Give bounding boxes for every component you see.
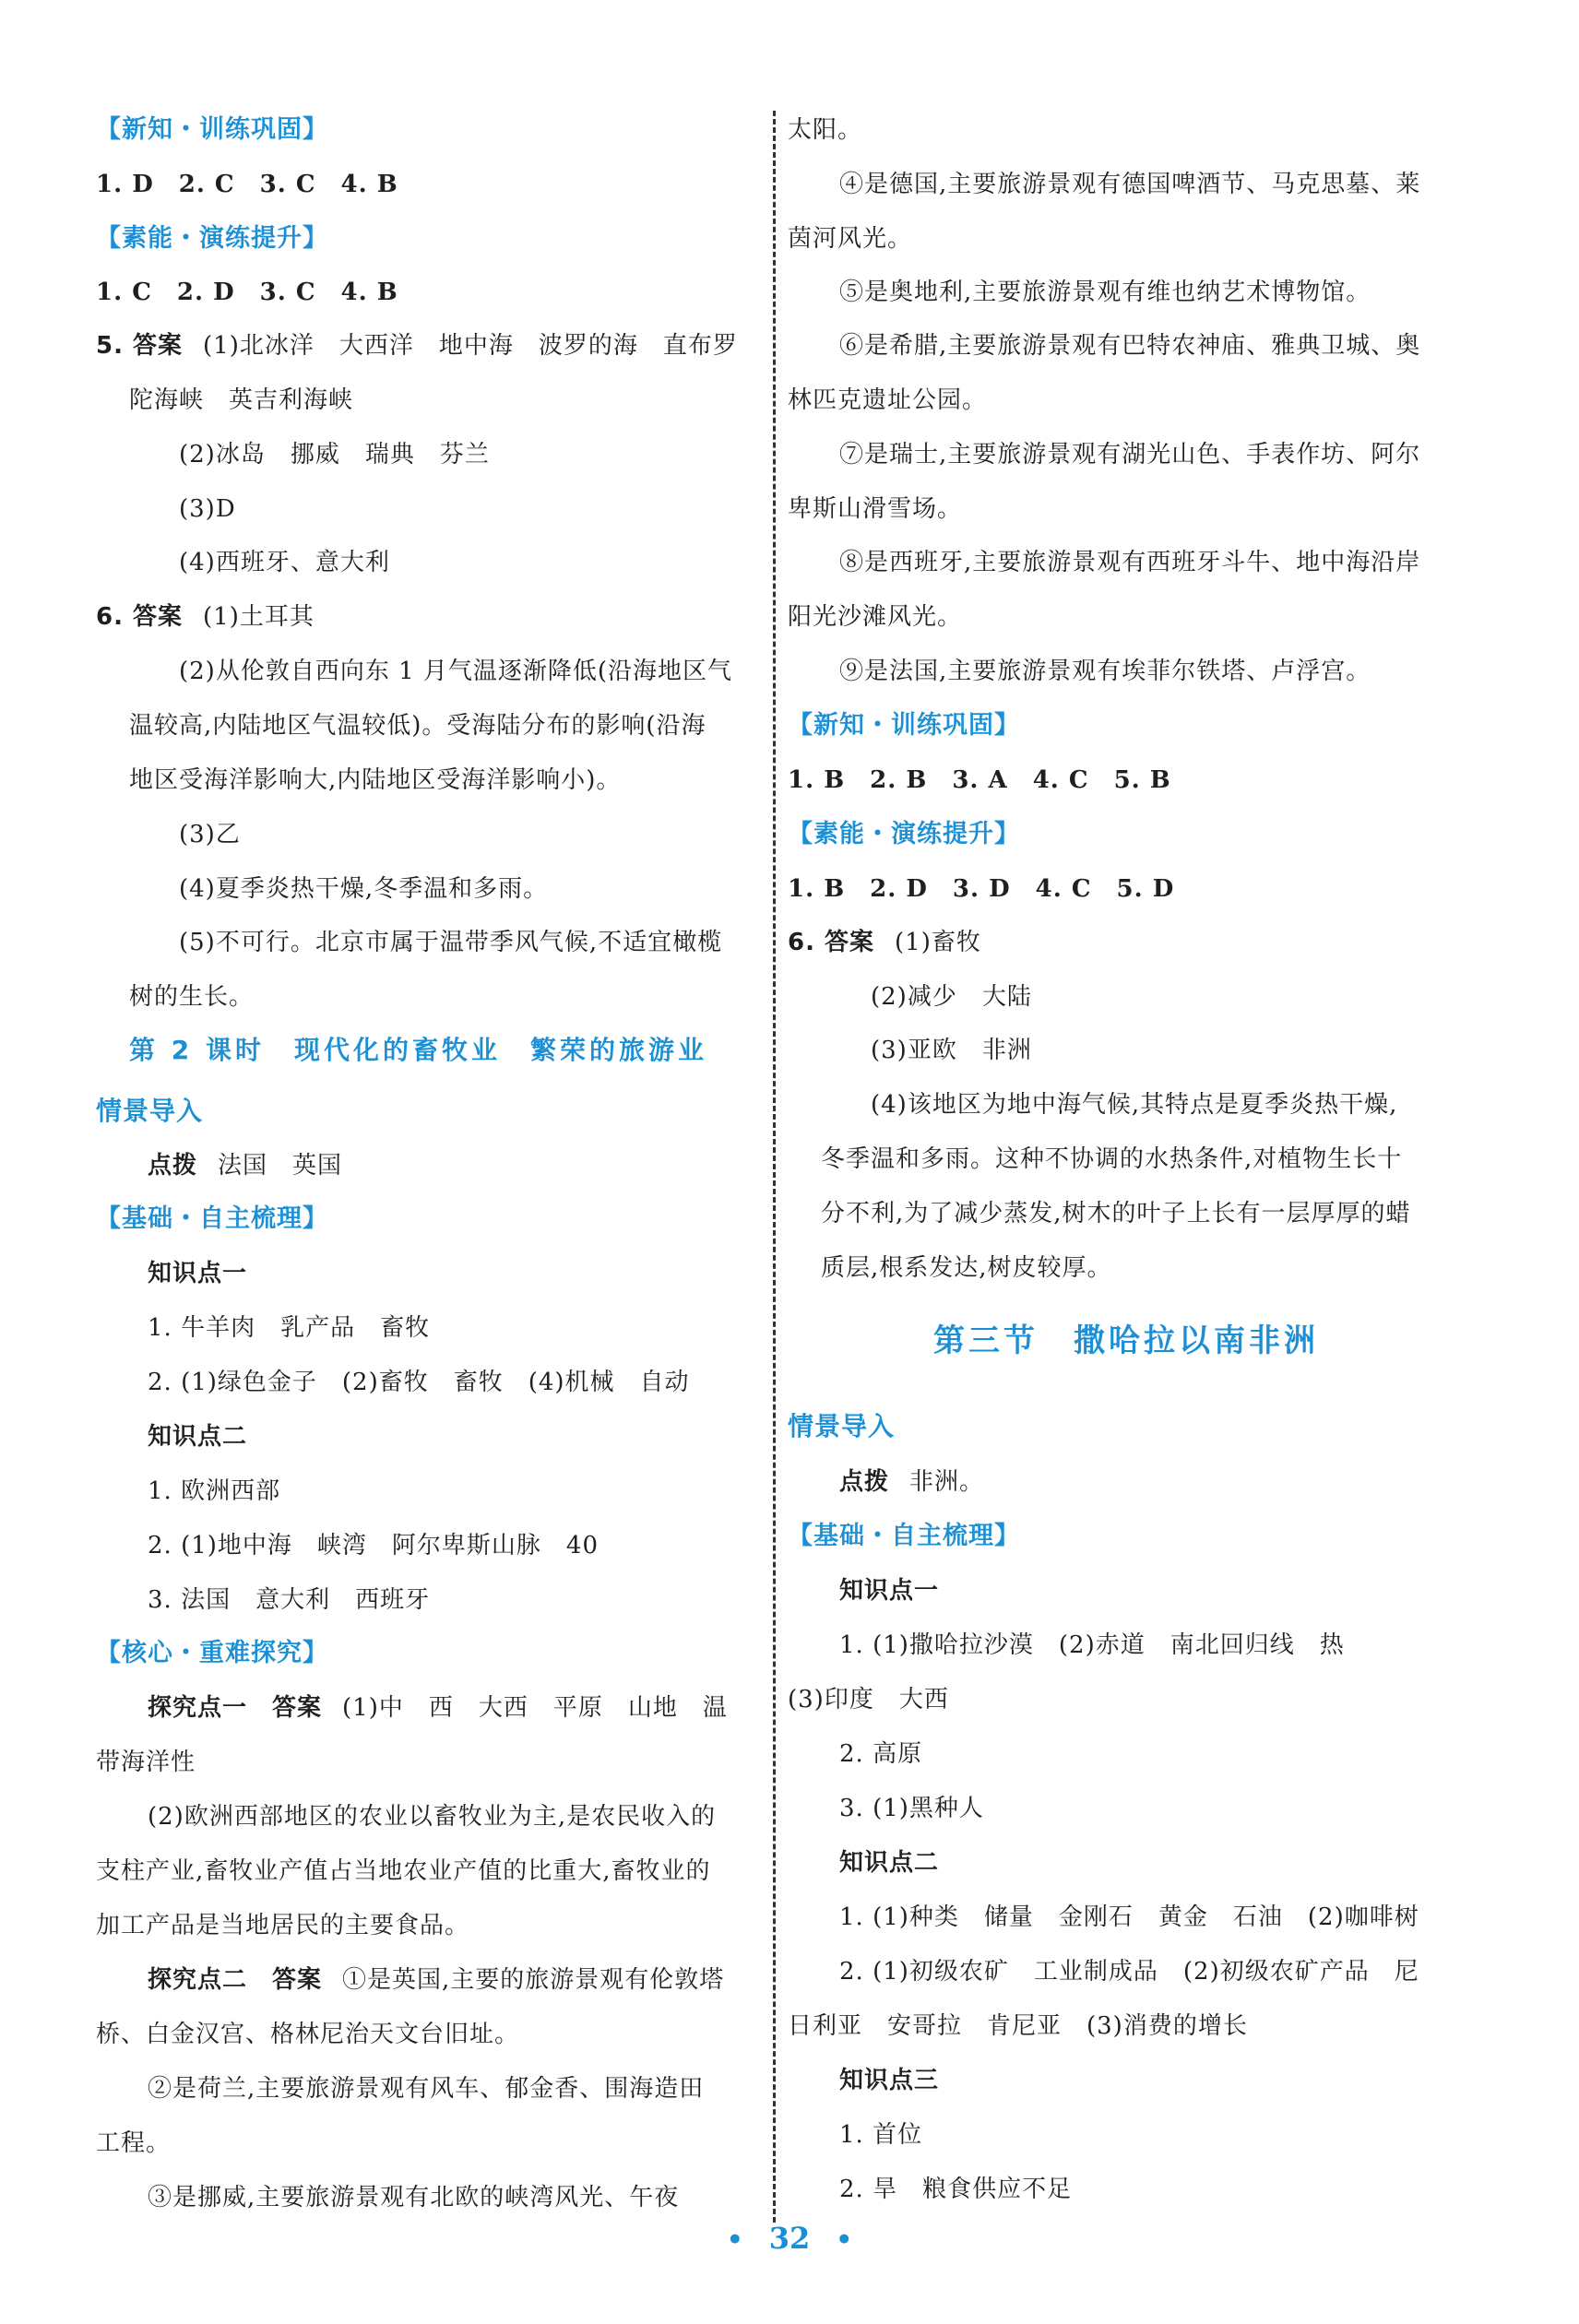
answer-text: 日利亚 安哥拉 肯尼亚 (3)消费的增长 <box>788 2012 1248 2040</box>
answer-line: 1. B 2. B 3. A 4. C 5. B <box>788 766 1171 794</box>
hint-line <box>839 1466 984 1498</box>
answer-text: 太阳。 <box>788 116 863 144</box>
answer-text: 卑斯山滑雪场。 <box>788 495 963 523</box>
question-6 <box>96 601 315 633</box>
scene-intro-header: 情景导入 <box>788 1411 896 1441</box>
column-divider <box>773 111 776 2223</box>
answer-text: (1)畜牧 <box>895 929 981 956</box>
answer-text: (3)印度 大西 <box>788 1686 949 1713</box>
answer-text: 1. 牛羊肉 乳产品 畜牧 <box>148 1314 431 1342</box>
answer-text: (3)乙 <box>179 821 241 848</box>
scene-intro-header: 情景导入 <box>96 1096 204 1126</box>
section-header-suneng: 【素能・演练提升】 <box>788 820 1020 848</box>
answer-text: ⑥是希腊,主要旅游景观有巴特农神庙、雅典卫城、奥 <box>839 332 1421 360</box>
answer-text: ⑦是瑞士,主要旅游景观有湖光山色、手表作坊、阿尔 <box>839 441 1421 468</box>
answer-text: (4)夏季炎热干燥,冬季温和多雨。 <box>179 875 549 903</box>
knowledge-point-1: 知识点一 <box>148 1260 248 1287</box>
section-header-xinzhi: 【新知・训练巩固】 <box>96 115 328 144</box>
hint-text: 非洲。 <box>909 1468 985 1496</box>
answer-text: 温较高,内陆地区气温较低)。受海陆分布的影响(沿海 <box>129 712 706 740</box>
page-footer <box>0 2221 1579 2256</box>
answer-text: 1. 首位 <box>839 2121 923 2149</box>
section-header-xinzhi: 【新知・训练巩固】 <box>788 711 1020 740</box>
answer-text: (4)该地区为地中海气候,其特点是夏季炎热干燥, <box>871 1091 1398 1119</box>
answer-label: 6. 答案 <box>96 603 184 631</box>
section-header-jichu: 【基础・自主梳理】 <box>788 1522 1020 1550</box>
answer-text: 1. (1)撒哈拉沙漠 (2)赤道 南北回归线 热 <box>839 1631 1345 1659</box>
section-header-hexin: 【核心・重难探究】 <box>96 1639 328 1667</box>
answer-text: ④是德国,主要旅游景观有德国啤酒节、马克思墓、莱 <box>839 171 1421 198</box>
knowledge-point-1: 知识点一 <box>839 1577 940 1605</box>
answer-text: (1)北冰洋 大西洋 地中海 波罗的海 直布罗 <box>203 332 738 360</box>
page-number: 32 <box>768 2221 811 2256</box>
answer-text: (3)D <box>179 495 236 523</box>
question-5 <box>96 330 738 362</box>
hint-text: 法国 英国 <box>218 1152 343 1180</box>
answer-text: 3. (1)黑种人 <box>839 1795 984 1822</box>
section-header-suneng: 【素能・演练提升】 <box>96 224 328 253</box>
answer-text: (3)亚欧 非洲 <box>871 1037 1032 1064</box>
answer-text: 支柱产业,畜牧业产值占当地农业产值的比重大,畜牧业的 <box>96 1857 711 1885</box>
answer-text: 冬季温和多雨。这种不协调的水热条件,对植物生长十 <box>821 1145 1403 1173</box>
answer-text: 阳光沙滩风光。 <box>788 603 963 631</box>
answer-text: 桥、白金汉宫、格林尼治天文台旧址。 <box>96 2021 520 2048</box>
answer-label: 6. 答案 <box>788 929 875 956</box>
answer-label: 探究点二 答案 <box>148 1966 323 1994</box>
answer-text: 2. (1)绿色金子 (2)畜牧 畜牧 (4)机械 自动 <box>148 1369 690 1396</box>
section-header-jichu: 【基础・自主梳理】 <box>96 1204 328 1233</box>
explore-point-1 <box>148 1692 728 1724</box>
answer-text: 林匹克遗址公园。 <box>788 386 988 414</box>
answer-label: 探究点一 答案 <box>148 1694 323 1722</box>
answer-text: ⑨是法国,主要旅游景观有埃菲尔铁塔、卢浮宫。 <box>839 658 1371 685</box>
answer-text: (1)中 西 大西 平原 山地 温 <box>342 1694 728 1722</box>
answer-text: 质层,根系发达,树皮较厚。 <box>821 1254 1112 1282</box>
answer-line: 1. C 2. D 3. C 4. B <box>96 279 398 306</box>
answer-text: 陀海峡 英吉利海峡 <box>129 386 354 414</box>
footer-dot-right: • <box>836 2224 853 2255</box>
hint-label: 点拨 <box>148 1152 198 1180</box>
answer-text: 地区受海洋影响大,内陆地区受海洋影响小)。 <box>129 766 622 794</box>
answer-line: 1. D 2. C 3. C 4. B <box>96 171 398 198</box>
answer-text: (5)不可行。北京市属于温带季风气候,不适宜橄榄 <box>179 929 723 956</box>
answer-text: ⑤是奥地利,主要旅游景观有维也纳艺术博物馆。 <box>839 279 1371 306</box>
answer-text: (4)西班牙、意大利 <box>179 549 390 576</box>
answer-text: ②是荷兰,主要旅游景观有风车、郁金香、围海造田 <box>148 2075 705 2103</box>
answer-text: 加工产品是当地居民的主要食品。 <box>96 1912 470 1939</box>
knowledge-point-2: 知识点二 <box>839 1849 940 1877</box>
answer-text: (2)减少 大陆 <box>871 983 1032 1011</box>
hint-line <box>148 1150 342 1181</box>
answer-text: 1. 欧洲西部 <box>148 1477 281 1505</box>
question-6 <box>788 927 981 958</box>
answer-label: 5. 答案 <box>96 332 184 360</box>
answer-text: 2. (1)初级农矿 工业制成品 (2)初级农矿产品 尼 <box>839 1958 1419 1986</box>
answer-text: (2)从伦敦自西向东 1 月气温逐渐降低(沿海地区气 <box>179 658 733 685</box>
answer-text: 茵河风光。 <box>788 225 913 253</box>
answer-text: (2)欧洲西部地区的农业以畜牧业为主,是农民收入的 <box>148 1803 717 1831</box>
answer-text: 2. 旱 粮食供应不足 <box>839 2176 1073 2203</box>
answer-text: ⑧是西班牙,主要旅游景观有西班牙斗牛、地中海沿岸 <box>839 549 1421 576</box>
section-title: 第三节 撒哈拉以南非洲 <box>933 1322 1319 1359</box>
answer-text: 2. (1)地中海 峡湾 阿尔卑斯山脉 40 <box>148 1532 599 1559</box>
answer-text: 1. (1)种类 储量 金刚石 黄金 石油 (2)咖啡树 <box>839 1903 1419 1931</box>
answer-text: 分不利,为了减少蒸发,树木的叶子上长有一层厚厚的蜡 <box>821 1200 1411 1227</box>
answer-text: 3. 法国 意大利 西班牙 <box>148 1586 431 1614</box>
footer-dot-left: • <box>726 2224 743 2255</box>
answer-text: 带海洋性 <box>96 1749 196 1776</box>
lesson-title: 第 2 课时 现代化的畜牧业 繁荣的旅游业 <box>129 1035 707 1065</box>
knowledge-point-3: 知识点三 <box>839 2067 940 2094</box>
hint-label: 点拨 <box>839 1468 890 1496</box>
answer-line: 1. B 2. D 3. D 4. C 5. D <box>788 875 1175 903</box>
answer-text: (1)土耳其 <box>203 603 315 631</box>
answer-text: 工程。 <box>96 2129 172 2157</box>
answer-text: (2)冰岛 挪威 瑞典 芬兰 <box>179 441 490 468</box>
answer-text: ③是挪威,主要旅游景观有北欧的峡湾风光、午夜 <box>148 2184 680 2211</box>
answer-text: 2. 高原 <box>839 1740 923 1768</box>
answer-text: 树的生长。 <box>129 983 255 1011</box>
knowledge-point-2: 知识点二 <box>148 1423 248 1451</box>
explore-point-2 <box>148 1964 724 1996</box>
answer-text: ①是英国,主要的旅游景观有伦敦塔 <box>342 1966 725 1994</box>
